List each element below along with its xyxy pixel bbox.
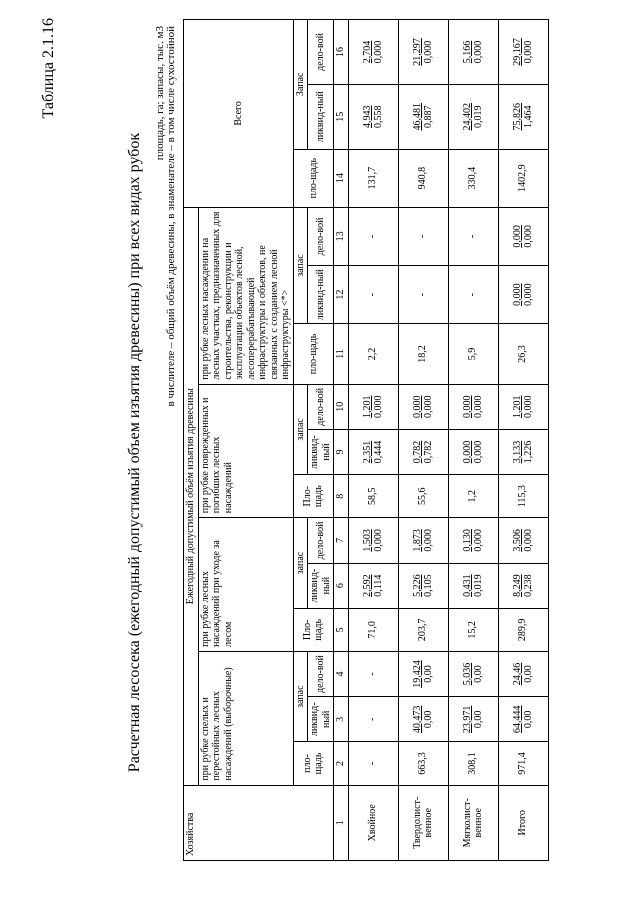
fraction-value bbox=[462, 41, 485, 64]
cell-c4 bbox=[448, 651, 498, 696]
header-liquid: ликвид-ный bbox=[308, 429, 334, 474]
fraction-value bbox=[512, 396, 535, 419]
numerator: 24,46 bbox=[511, 662, 523, 686]
units-note: площадь, га; запасы, тыс. м3 bbox=[154, 26, 166, 161]
header-stock-4: запас bbox=[293, 207, 308, 324]
cell-c10 bbox=[448, 384, 498, 429]
cell-c10 bbox=[348, 384, 398, 429]
cell-c9 bbox=[448, 429, 498, 474]
fraction-value bbox=[512, 706, 535, 734]
cell-c7 bbox=[448, 518, 498, 563]
cell-c16 bbox=[498, 20, 548, 85]
fraction-value bbox=[512, 574, 535, 597]
cell-c11: 2,2 bbox=[348, 324, 398, 384]
header-liquid: ликвид-ный bbox=[308, 697, 334, 742]
fraction-value bbox=[362, 574, 385, 597]
numerator: 23,971 bbox=[461, 705, 473, 734]
cell-c8: 1,2 bbox=[448, 475, 498, 518]
cell-c7 bbox=[498, 518, 548, 563]
cell-c10 bbox=[498, 384, 548, 429]
denominator: 0,114 bbox=[373, 574, 384, 597]
numerator: 40,473 bbox=[411, 705, 423, 734]
col-number: 5 bbox=[334, 608, 349, 651]
header-group-mature: при рубке спелых и перестойных лесных насаждений (выборочные) bbox=[198, 651, 293, 785]
numerator: 19,424 bbox=[411, 660, 423, 688]
cell-c2: - bbox=[348, 742, 398, 785]
table-row bbox=[448, 20, 498, 861]
cell-c12: - bbox=[398, 266, 448, 324]
cell-c2: 663,3 bbox=[398, 742, 448, 785]
denominator: 0,019 bbox=[473, 574, 484, 597]
header-liquid: ликвид-ный bbox=[308, 84, 334, 149]
denominator: 1,464 bbox=[523, 105, 534, 128]
numerator: 75,826 bbox=[511, 102, 523, 131]
cell-c4 bbox=[398, 651, 448, 696]
cell-c8: 55,6 bbox=[398, 475, 448, 518]
cell-c3: - bbox=[348, 697, 398, 742]
fraction-value bbox=[362, 105, 385, 128]
cell-c14: 1402,9 bbox=[498, 149, 548, 207]
cell-c3 bbox=[448, 697, 498, 742]
numerator: 0,431 bbox=[461, 574, 473, 597]
fraction-value bbox=[362, 441, 385, 464]
col-number: 9 bbox=[334, 429, 349, 474]
cell-c2: 308,1 bbox=[448, 742, 498, 785]
denominator: 0,238 bbox=[523, 574, 534, 597]
numerator: 1,201 bbox=[361, 395, 373, 419]
denominator: 0,000 bbox=[423, 529, 434, 552]
cell-c12 bbox=[498, 266, 548, 324]
header-business: дело-вой bbox=[308, 651, 334, 696]
numerator: 5,036 bbox=[461, 662, 473, 686]
denominator: 0,782 bbox=[423, 440, 434, 464]
fraction-value bbox=[362, 41, 385, 64]
denominator: 0,000 bbox=[373, 529, 384, 552]
denominator: 0,000 bbox=[523, 225, 534, 248]
numerator: 8,249 bbox=[511, 574, 523, 597]
cell-c5: 15,2 bbox=[448, 608, 498, 651]
fraction-value bbox=[512, 283, 535, 306]
numerator: 0,000 bbox=[511, 225, 523, 248]
cell-c14: 940,8 bbox=[398, 149, 448, 207]
row-name: Хвойное bbox=[348, 785, 398, 860]
cell-c13: - bbox=[448, 207, 498, 265]
cell-c13: - bbox=[398, 207, 448, 265]
cell-c2: 971,4 bbox=[498, 742, 548, 785]
denominator: 0,558 bbox=[373, 105, 384, 128]
cell-c7 bbox=[348, 518, 398, 563]
col-number: 14 bbox=[334, 149, 349, 207]
table-row bbox=[498, 20, 548, 861]
numerator: 1,503 bbox=[361, 529, 373, 552]
table-row bbox=[398, 20, 448, 861]
denominator: 0,00 bbox=[523, 710, 534, 729]
header-farm: Хозяйства bbox=[184, 785, 334, 860]
cell-c5: 71,0 bbox=[348, 608, 398, 651]
table-number: Таблица 2.1.16 bbox=[40, 18, 57, 119]
cell-c10 bbox=[398, 384, 448, 429]
cell-c15 bbox=[348, 84, 398, 149]
col-number: 3 bbox=[334, 697, 349, 742]
cell-c8: 58,5 bbox=[348, 475, 398, 518]
fraction-value bbox=[462, 663, 485, 686]
col-number: 10 bbox=[334, 384, 349, 429]
denominator: 0,000 bbox=[523, 395, 534, 419]
fraction-note: в числителе – общий объём древесины, в знаменателе – в том числе сухостойной bbox=[165, 26, 177, 407]
col-number: 13 bbox=[334, 207, 349, 265]
col-number: 7 bbox=[334, 518, 349, 563]
numerator: 0,000 bbox=[511, 283, 523, 306]
denominator: 0,000 bbox=[423, 40, 434, 64]
cell-c12: - bbox=[448, 266, 498, 324]
cell-c7 bbox=[398, 518, 448, 563]
cell-c11: 18,2 bbox=[398, 324, 448, 384]
col-number: 6 bbox=[334, 563, 349, 608]
row-name: Твердолист-венное bbox=[398, 785, 448, 860]
denominator: 0,019 bbox=[473, 105, 484, 128]
fraction-value bbox=[412, 38, 435, 66]
numerator: 21,297 bbox=[411, 38, 423, 66]
denominator: 1,226 bbox=[523, 440, 534, 464]
denominator: 0,00 bbox=[473, 710, 484, 729]
numerator: 5,226 bbox=[411, 574, 423, 597]
col-number: 12 bbox=[334, 266, 349, 324]
fraction-value bbox=[462, 529, 485, 552]
fraction-value bbox=[462, 574, 485, 597]
denominator: 0,444 bbox=[373, 440, 384, 464]
fraction-value bbox=[362, 396, 385, 419]
denominator: 0,000 bbox=[373, 395, 384, 419]
cell-c14: 330,4 bbox=[448, 149, 498, 207]
denominator: 0,000 bbox=[473, 529, 484, 552]
header-group-care: при рубке лесных насаждений при уходе за лесом bbox=[198, 518, 293, 652]
cell-c8: 115,3 bbox=[498, 475, 548, 518]
cell-c11: 26,3 bbox=[498, 324, 548, 384]
header-area-1: пло-щадь bbox=[293, 742, 334, 785]
numerator: 2,351 bbox=[361, 440, 373, 464]
numerator: 1,873 bbox=[411, 529, 423, 552]
cell-c9 bbox=[398, 429, 448, 474]
numerator: 2,704 bbox=[361, 40, 373, 64]
fraction-value bbox=[412, 529, 435, 552]
fraction-value bbox=[462, 396, 485, 419]
header-liquid: ликвид-ный bbox=[308, 266, 334, 324]
numerator: 46,481 bbox=[411, 102, 423, 131]
header-area-total: пло-щадь bbox=[293, 149, 334, 207]
col-number: 8 bbox=[334, 475, 349, 518]
fraction-value bbox=[412, 103, 435, 131]
denominator: 0,00 bbox=[523, 665, 534, 683]
cell-c12: - bbox=[348, 266, 398, 324]
header-area-3: Пло-щадь bbox=[293, 475, 334, 518]
denominator: 0,000 bbox=[523, 283, 534, 306]
fraction-value bbox=[412, 574, 435, 597]
numerator: 24,402 bbox=[461, 102, 473, 131]
col-number: 1 bbox=[334, 785, 349, 860]
numerator: 1,201 bbox=[511, 395, 523, 419]
col-number: 2 bbox=[334, 742, 349, 785]
header-business: дело-вой bbox=[308, 20, 334, 85]
header-stock-2: запас bbox=[293, 518, 308, 609]
cell-c13: - bbox=[348, 207, 398, 265]
col-number: 11 bbox=[334, 324, 349, 384]
header-business: дело-вой bbox=[308, 518, 334, 563]
numerator: 2,592 bbox=[361, 574, 373, 597]
col-number: 16 bbox=[334, 20, 349, 85]
denominator: 0,000 bbox=[473, 40, 484, 64]
cell-c6 bbox=[348, 563, 398, 608]
cell-c5: 289,9 bbox=[498, 608, 548, 651]
fraction-value bbox=[412, 396, 435, 419]
header-liquid: ликвид-ный bbox=[308, 563, 334, 608]
fraction-value bbox=[512, 441, 535, 464]
row-name: Итого bbox=[498, 785, 548, 860]
header-business: дело-вой bbox=[308, 384, 334, 429]
denominator: 0,000 bbox=[423, 395, 434, 419]
cell-c6 bbox=[498, 563, 548, 608]
fraction-value bbox=[462, 706, 485, 734]
denominator: 0,887 bbox=[423, 105, 434, 128]
numerator: 29,167 bbox=[511, 38, 523, 66]
header-total: Всего bbox=[184, 20, 294, 208]
fraction-value bbox=[462, 441, 485, 464]
header-area-4: пло-щадь bbox=[293, 324, 334, 384]
fraction-value bbox=[512, 225, 535, 248]
fraction-value bbox=[412, 706, 435, 734]
header-group-damaged: при рубке поврежденных и погибших лесных насаждений bbox=[198, 384, 293, 518]
denominator: 0,105 bbox=[423, 574, 434, 597]
col-number: 15 bbox=[334, 84, 349, 149]
header-stock-3: запас bbox=[293, 384, 308, 475]
cell-c4 bbox=[498, 651, 548, 696]
fraction-value bbox=[362, 529, 385, 552]
document-title: Расчетная лесосека (ежегодный допустимый объем изъятия древесины) при всех видах рубок bbox=[126, 132, 143, 773]
denominator: 0,00 bbox=[423, 710, 434, 729]
cell-c15 bbox=[448, 84, 498, 149]
numerator: 64,444 bbox=[511, 705, 523, 734]
harvest-table bbox=[183, 19, 549, 861]
numerator: 0,000 bbox=[461, 440, 473, 464]
header-stock-total: Запас bbox=[293, 20, 308, 150]
cell-c14: 131,7 bbox=[348, 149, 398, 207]
fraction-value bbox=[512, 529, 535, 552]
numerator: 5,166 bbox=[461, 40, 473, 64]
header-stock-1: запас bbox=[293, 651, 308, 742]
denominator: 0,00 bbox=[423, 665, 434, 683]
header-area-2: Пло-щадь bbox=[293, 608, 334, 651]
cell-c9 bbox=[348, 429, 398, 474]
cell-c15 bbox=[498, 84, 548, 149]
row-name: Мягколист-венное bbox=[448, 785, 498, 860]
numerator: 4,943 bbox=[361, 105, 373, 128]
fraction-value bbox=[412, 660, 435, 688]
denominator: 0,000 bbox=[473, 440, 484, 464]
cell-c3 bbox=[398, 697, 448, 742]
numerator: 0,130 bbox=[461, 529, 473, 552]
cell-c3 bbox=[498, 697, 548, 742]
fraction-value bbox=[512, 38, 535, 66]
cell-c4: - bbox=[348, 651, 398, 696]
cell-c9 bbox=[498, 429, 548, 474]
cell-c16 bbox=[448, 20, 498, 85]
denominator: 0,000 bbox=[373, 40, 384, 64]
fraction-value bbox=[512, 103, 535, 131]
numerator: 3,133 bbox=[511, 440, 523, 464]
numerator: 3,506 bbox=[511, 529, 523, 552]
col-number: 4 bbox=[334, 651, 349, 696]
denominator: 0,00 bbox=[473, 665, 484, 683]
cell-c5: 203,7 bbox=[398, 608, 448, 651]
denominator: 0,000 bbox=[473, 395, 484, 419]
fraction-value bbox=[412, 441, 435, 464]
numerator: 0,000 bbox=[461, 395, 473, 419]
fraction-value bbox=[512, 663, 535, 686]
numerator: 0,782 bbox=[411, 440, 423, 464]
header-business: дело-вой bbox=[308, 207, 334, 265]
header-annual: Ежегодный допустимый объём изъятия древесины bbox=[184, 207, 199, 785]
cell-c11: 5,9 bbox=[448, 324, 498, 384]
header-group-infrastructure: при рубке лесных насаждении на лесных участках, предназначенных для строительства, реконструкции и эксплуатации объектов лесной, лесоперерабатывающей инфраструктуры и объектов, не связанных с созданием лесной инфраструктуры <*> bbox=[198, 207, 293, 384]
cell-c16 bbox=[348, 20, 398, 85]
fraction-value bbox=[462, 103, 485, 131]
cell-c6 bbox=[398, 563, 448, 608]
cell-c13 bbox=[498, 207, 548, 265]
denominator: 0,000 bbox=[523, 40, 534, 64]
cell-c6 bbox=[448, 563, 498, 608]
numerator: 0,000 bbox=[411, 395, 423, 419]
cell-c15 bbox=[398, 84, 448, 149]
table-row bbox=[348, 20, 398, 861]
cell-c16 bbox=[398, 20, 448, 85]
denominator: 0,000 bbox=[523, 529, 534, 552]
